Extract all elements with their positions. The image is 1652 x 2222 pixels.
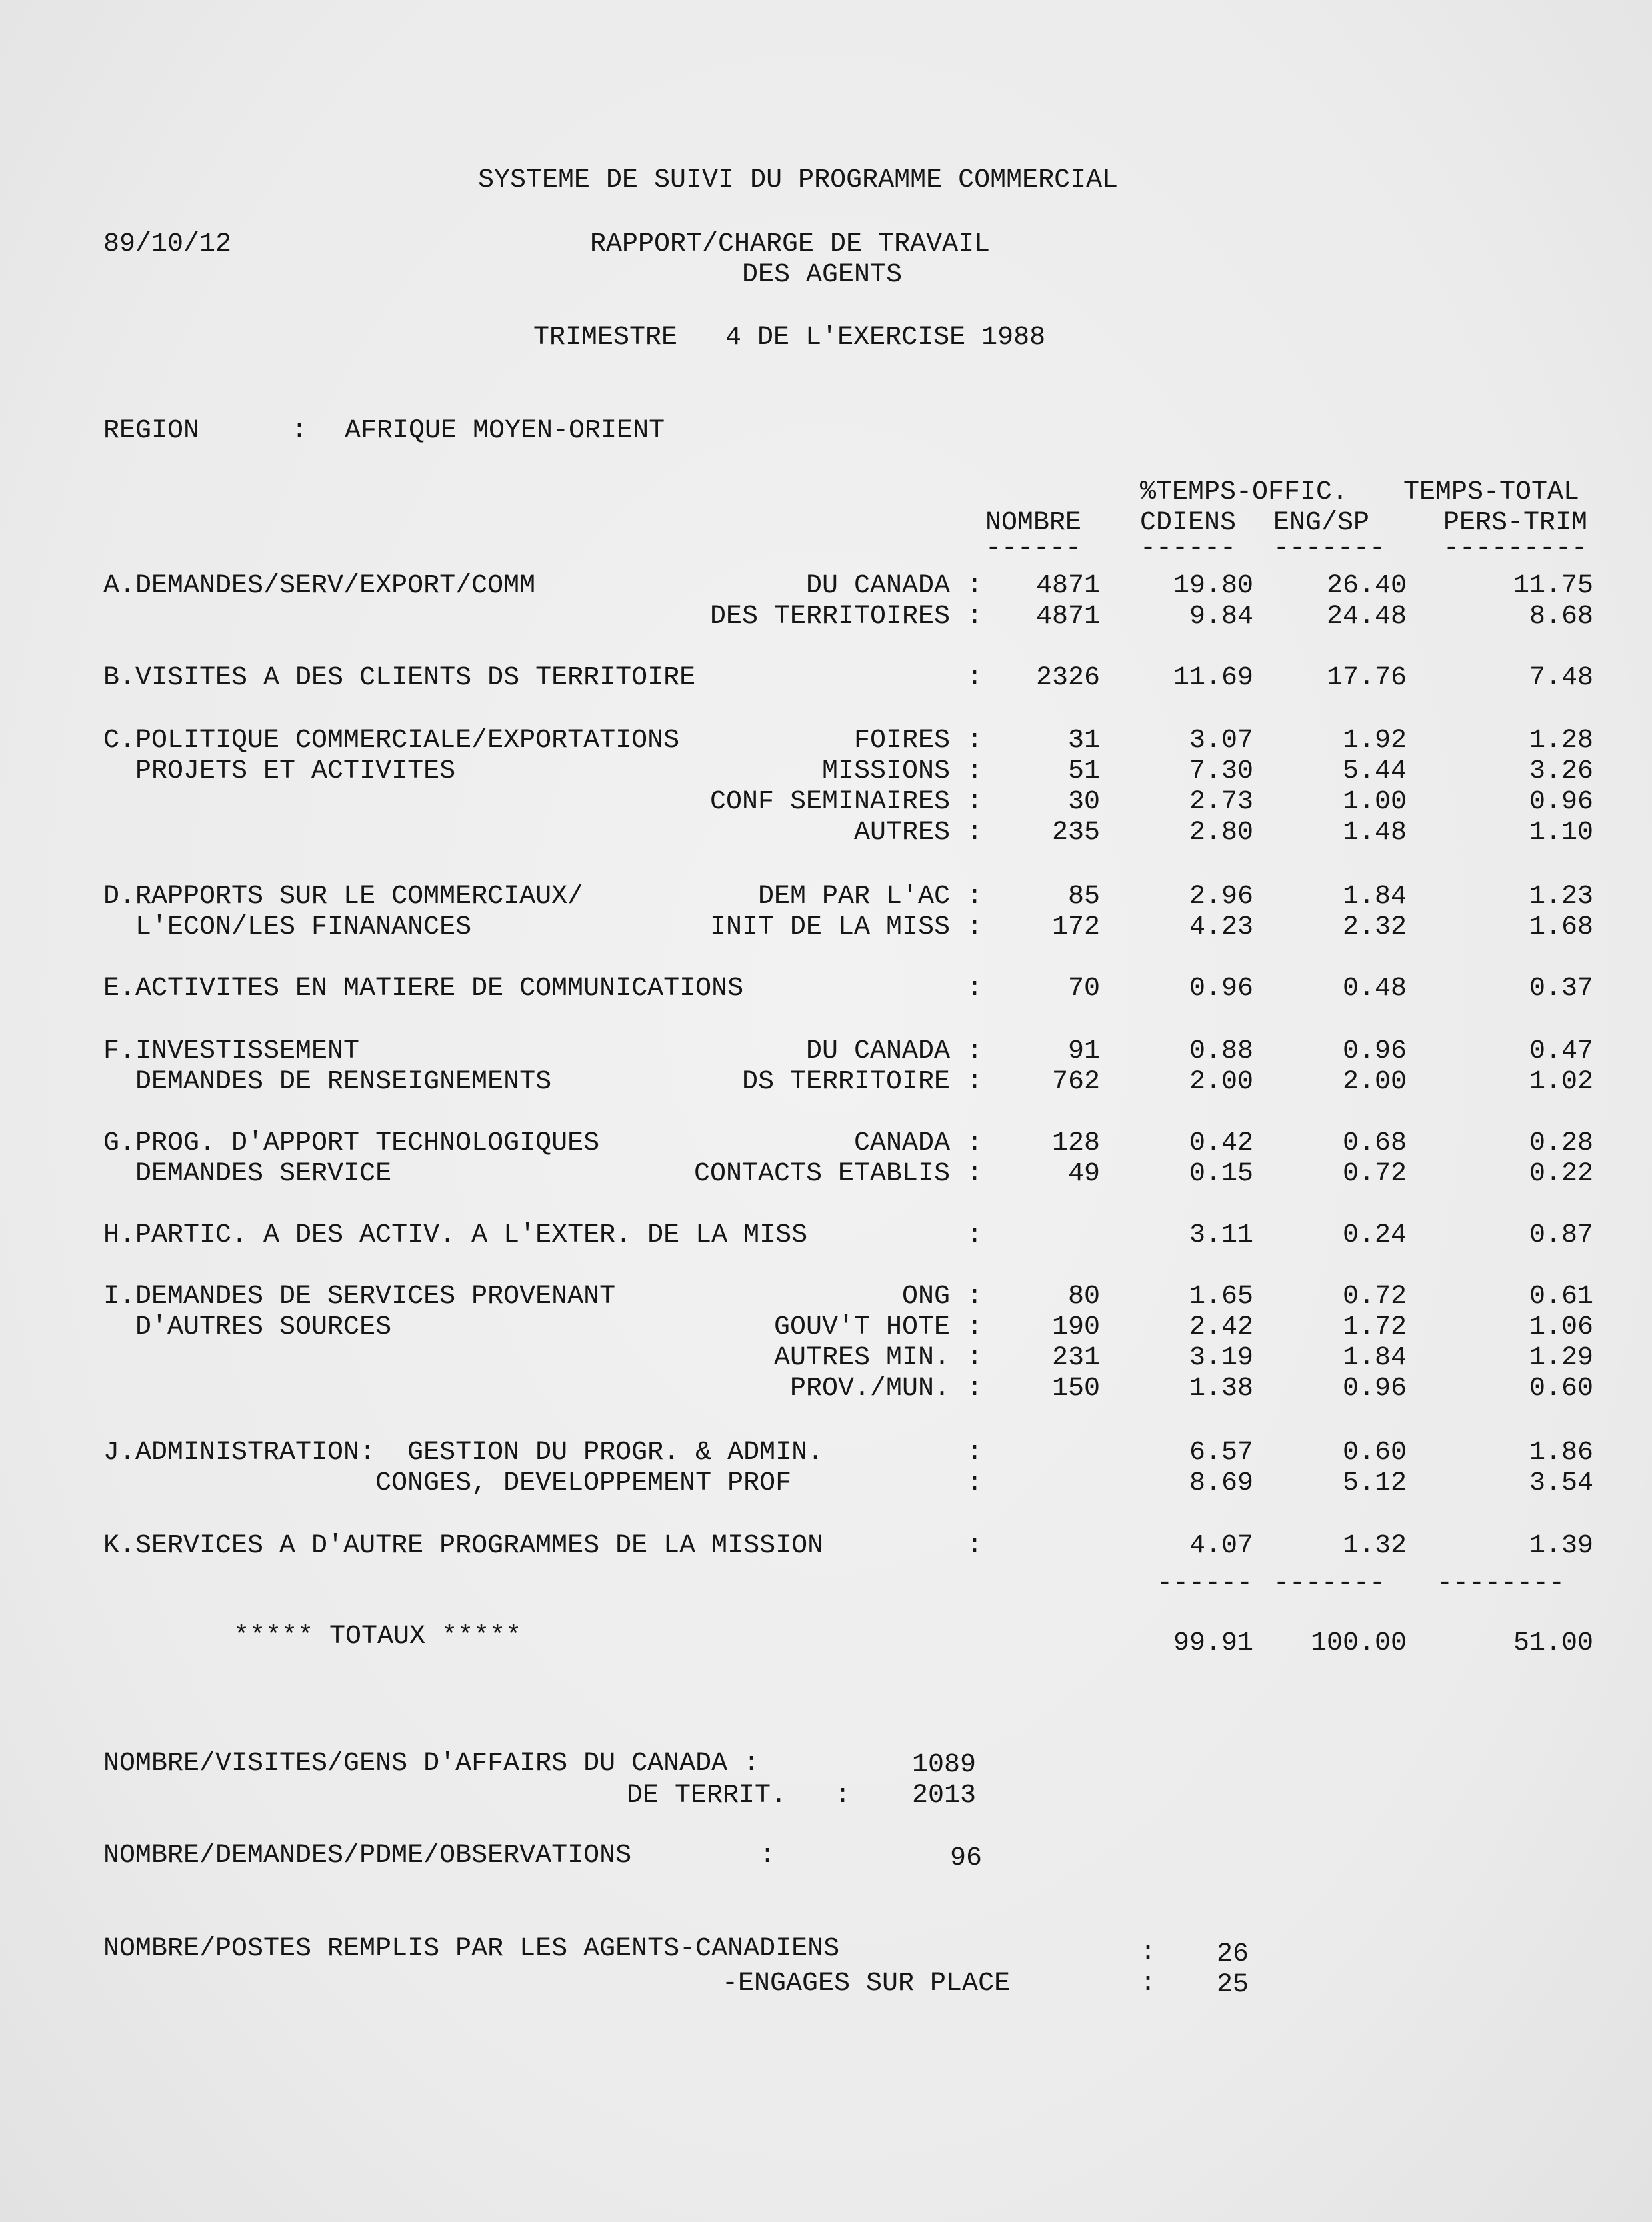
cell-cdiens: 3.11 — [1189, 1220, 1253, 1250]
row-label: B.VISITES A DES CLIENTS DS TERRITOIRE — [103, 663, 696, 693]
cell-engsp: 26.40 — [1326, 571, 1407, 601]
cell-nombre: 4871 — [1035, 571, 1100, 601]
demandes-value: 96 — [950, 1843, 983, 1873]
cell-engsp: 0.72 — [1342, 1159, 1407, 1189]
postes-colon-1: : — [1140, 1938, 1157, 1968]
cell-perstrim: 1.10 — [1529, 818, 1593, 848]
cell-cdiens: 2.96 — [1189, 882, 1253, 912]
postes-canadiens-value: 26 — [1217, 1939, 1249, 1969]
cell-nombre: 70 — [1067, 974, 1100, 1004]
cell-nombre: 91 — [1067, 1036, 1100, 1066]
cell-nombre: 762 — [1051, 1067, 1100, 1097]
cell-perstrim: 8.68 — [1529, 602, 1593, 632]
cell-cdiens: 1.65 — [1189, 1282, 1253, 1312]
row-colon: : — [967, 974, 983, 1004]
row-colon: : — [967, 663, 983, 693]
total-cdiens: 99.91 — [1173, 1628, 1253, 1658]
cell-nombre: 150 — [1051, 1374, 1100, 1404]
row-label: A.DEMANDES/SERV/EXPORT/COMM — [103, 571, 536, 601]
cell-cdiens: 2.42 — [1189, 1312, 1253, 1342]
system-title: SYSTEME DE SUIVI DU PROGRAMME COMMERCIAL — [478, 165, 1119, 195]
cell-engsp: 5.44 — [1342, 756, 1407, 786]
cell-engsp: 1.84 — [1342, 882, 1407, 912]
row-label: K.SERVICES A D'AUTRE PROGRAMMES DE LA MISSION — [103, 1531, 824, 1561]
row-colon: : — [967, 787, 983, 817]
col-header-temps-total: TEMPS-TOTAL — [1403, 477, 1580, 507]
cell-nombre: 51 — [1067, 756, 1100, 786]
row-colon: : — [967, 1374, 983, 1404]
cell-cdiens: 3.07 — [1189, 726, 1253, 756]
cell-engsp: 0.96 — [1342, 1374, 1407, 1404]
cell-engsp: 0.60 — [1342, 1438, 1407, 1468]
row-sublabel: MISSIONS — [821, 756, 950, 786]
col-header-perstrim: PERS-TRIM — [1443, 508, 1588, 538]
totals-underline-engsp: ------- — [1273, 1568, 1386, 1598]
cell-perstrim: 0.96 — [1529, 787, 1593, 817]
row-colon: : — [967, 1312, 983, 1342]
cell-engsp: 1.84 — [1342, 1343, 1407, 1373]
row-label: G.PROG. D'APPORT TECHNOLOGIQUES — [103, 1128, 600, 1158]
cell-nombre: 30 — [1067, 787, 1100, 817]
totals-underline-perstrim: -------- — [1437, 1568, 1565, 1598]
cell-perstrim: 1.06 — [1529, 1312, 1593, 1342]
row-label: C.POLITIQUE COMMERCIALE/EXPORTATIONS — [103, 726, 680, 756]
row-sublabel: GOUV'T HOTE — [773, 1312, 950, 1342]
cell-engsp: 2.32 — [1342, 912, 1407, 942]
demandes-label: NOMBRE/DEMANDES/PDME/OBSERVATIONS : — [103, 1841, 776, 1871]
row-label: L'ECON/LES FINANANCES — [103, 912, 472, 942]
row-colon: : — [967, 1159, 983, 1189]
total-engsp: 100.00 — [1310, 1628, 1407, 1658]
cell-perstrim: 0.47 — [1529, 1036, 1593, 1066]
cell-perstrim: 3.26 — [1529, 756, 1593, 786]
row-label: DEMANDES SERVICE — [103, 1159, 392, 1189]
cell-engsp: 17.76 — [1326, 663, 1407, 693]
row-sublabel: PROV./MUN. — [789, 1374, 950, 1404]
cell-engsp: 0.48 — [1342, 974, 1407, 1004]
cell-perstrim: 1.68 — [1529, 912, 1593, 942]
row-sublabel: CANADA — [853, 1128, 950, 1158]
cell-engsp: 1.92 — [1342, 726, 1407, 756]
total-perstrim: 51.00 — [1513, 1628, 1593, 1658]
row-label: H.PARTIC. A DES ACTIV. A L'EXTER. DE LA MISS — [103, 1220, 808, 1250]
row-colon: : — [967, 602, 983, 632]
col-underline-cdiens: ------ — [1140, 533, 1237, 564]
row-label: D.RAPPORTS SUR LE COMMERCIAUX/ — [103, 882, 584, 912]
cell-nombre: 80 — [1067, 1282, 1100, 1312]
cell-nombre: 128 — [1051, 1128, 1100, 1158]
engages-label: -ENGAGES SUR PLACE — [722, 1969, 1011, 1999]
cell-engsp: 5.12 — [1342, 1468, 1407, 1498]
row-colon: : — [967, 571, 983, 601]
row-sublabel: DU CANADA — [805, 1036, 950, 1066]
row-colon: : — [967, 1468, 983, 1498]
postes-engages-value: 25 — [1217, 1970, 1249, 2000]
row-sublabel: DS TERRITOIRE — [741, 1067, 950, 1097]
cell-cdiens: 7.30 — [1189, 756, 1253, 786]
cell-nombre: 31 — [1067, 726, 1100, 756]
row-colon: : — [967, 882, 983, 912]
region-label: REGION — [103, 416, 200, 446]
cell-cdiens: 0.15 — [1189, 1159, 1253, 1189]
row-colon: : — [967, 1220, 983, 1250]
cell-cdiens: 2.80 — [1189, 818, 1253, 848]
row-label: DEMANDES DE RENSEIGNEMENTS — [103, 1067, 552, 1097]
cell-cdiens: 0.96 — [1189, 974, 1253, 1004]
cell-cdiens: 11.69 — [1173, 663, 1253, 693]
cell-perstrim: 7.48 — [1529, 663, 1593, 693]
row-colon: : — [967, 1343, 983, 1373]
col-header-pct-temps-offic: %TEMPS-OFFIC. — [1140, 477, 1349, 507]
cell-engsp: 0.24 — [1342, 1220, 1407, 1250]
cell-engsp: 1.72 — [1342, 1312, 1407, 1342]
cell-perstrim: 1.02 — [1529, 1067, 1593, 1097]
row-sublabel: CONTACTS ETABLIS — [693, 1159, 950, 1189]
visites-canada-label: NOMBRE/VISITES/GENS D'AFFAIRS DU CANADA : — [103, 1749, 760, 1779]
cell-perstrim: 1.28 — [1529, 726, 1593, 756]
totals-underline-cdiens: ------ — [1157, 1568, 1253, 1598]
postes-colon-2: : — [1140, 1969, 1157, 1999]
cell-nombre: 231 — [1051, 1343, 1100, 1373]
row-label: D'AUTRES SOURCES — [103, 1312, 392, 1342]
cell-perstrim: 0.61 — [1529, 1282, 1593, 1312]
cell-perstrim: 0.28 — [1529, 1128, 1593, 1158]
col-header-cdiens: CDIENS — [1140, 508, 1237, 538]
row-colon: : — [967, 1128, 983, 1158]
cell-perstrim: 3.54 — [1529, 1468, 1593, 1498]
cell-nombre: 172 — [1051, 912, 1100, 942]
cell-perstrim: 1.86 — [1529, 1438, 1593, 1468]
cell-nombre: 49 — [1067, 1159, 1100, 1189]
row-label: PROJETS ET ACTIVITES — [103, 756, 456, 786]
cell-cdiens: 0.88 — [1189, 1036, 1253, 1066]
cell-nombre: 85 — [1067, 882, 1100, 912]
cell-nombre: 2326 — [1035, 663, 1100, 693]
cell-perstrim: 0.60 — [1529, 1374, 1593, 1404]
totals-label: ***** TOTAUX ***** — [233, 1622, 522, 1652]
row-colon: : — [967, 1282, 983, 1312]
cell-engsp: 1.48 — [1342, 818, 1407, 848]
region-value: AFRIQUE MOYEN-ORIENT — [345, 416, 665, 446]
row-sublabel: AUTRES — [853, 818, 950, 848]
cell-perstrim: 1.29 — [1529, 1343, 1593, 1373]
row-sublabel: INIT DE LA MISS — [709, 912, 950, 942]
cell-engsp: 24.48 — [1326, 602, 1407, 632]
cell-cdiens: 4.07 — [1189, 1531, 1253, 1561]
row-label: F.INVESTISSEMENT — [103, 1036, 360, 1066]
cell-perstrim: 0.22 — [1529, 1159, 1593, 1189]
row-colon: : — [967, 818, 983, 848]
cell-cdiens: 6.57 — [1189, 1438, 1253, 1468]
cell-engsp: 0.96 — [1342, 1036, 1407, 1066]
cell-cdiens: 0.42 — [1189, 1128, 1253, 1158]
cell-perstrim: 11.75 — [1513, 571, 1593, 601]
row-colon: : — [967, 912, 983, 942]
row-sublabel: DU CANADA — [805, 571, 950, 601]
row-sublabel: ONG — [901, 1282, 950, 1312]
row-colon: : — [967, 756, 983, 786]
report-title-line-2: DES AGENTS — [742, 260, 903, 290]
visites-territ-label: DE TERRIT. : — [627, 1781, 851, 1811]
row-colon: : — [967, 726, 983, 756]
cell-cdiens: 2.73 — [1189, 787, 1253, 817]
row-label: E.ACTIVITES EN MATIERE DE COMMUNICATIONS — [103, 974, 744, 1004]
row-colon: : — [967, 1036, 983, 1066]
row-colon: : — [967, 1531, 983, 1561]
col-header-engsp: ENG/SP — [1273, 508, 1370, 538]
cell-nombre: 190 — [1051, 1312, 1100, 1342]
row-label: I.DEMANDES DE SERVICES PROVENANT — [103, 1282, 616, 1312]
cell-engsp: 0.68 — [1342, 1128, 1407, 1158]
visites-territ-value: 2013 — [912, 1781, 977, 1811]
cell-cdiens: 8.69 — [1189, 1468, 1253, 1498]
col-header-nombre: NOMBRE — [985, 508, 1082, 538]
visites-canada-value: 1089 — [912, 1750, 977, 1780]
cell-cdiens: 19.80 — [1173, 571, 1253, 601]
cell-perstrim: 1.23 — [1529, 882, 1593, 912]
cell-perstrim: 1.39 — [1529, 1531, 1593, 1561]
cell-engsp: 2.00 — [1342, 1067, 1407, 1097]
col-underline-perstrim: --------- — [1443, 533, 1588, 564]
row-sublabel: AUTRES MIN. — [773, 1343, 950, 1373]
cell-cdiens: 3.19 — [1189, 1343, 1253, 1373]
cell-cdiens: 4.23 — [1189, 912, 1253, 942]
postes-label: NOMBRE/POSTES REMPLIS PAR LES AGENTS-CANADIENS — [103, 1934, 840, 1964]
row-sublabel: FOIRES — [853, 726, 950, 756]
cell-nombre: 4871 — [1035, 602, 1100, 632]
report-date: 89/10/12 — [103, 229, 232, 259]
cell-cdiens: 1.38 — [1189, 1374, 1253, 1404]
row-label: CONGES, DEVELOPPEMENT PROF — [103, 1468, 792, 1498]
cell-nombre: 235 — [1051, 818, 1100, 848]
cell-engsp: 0.72 — [1342, 1282, 1407, 1312]
report-title-line-1: RAPPORT/CHARGE DE TRAVAIL — [590, 229, 991, 259]
cell-perstrim: 0.87 — [1529, 1220, 1593, 1250]
cell-perstrim: 0.37 — [1529, 974, 1593, 1004]
report-period: TRIMESTRE 4 DE L'EXERCISE 1988 — [533, 323, 1046, 353]
cell-cdiens: 2.00 — [1189, 1067, 1253, 1097]
row-label: J.ADMINISTRATION: GESTION DU PROGR. & ADMIN. — [103, 1438, 824, 1468]
region-separator: : — [291, 416, 308, 446]
col-underline-nombre: ------ — [985, 533, 1082, 564]
cell-engsp: 1.32 — [1342, 1531, 1407, 1561]
row-colon: : — [967, 1438, 983, 1468]
row-sublabel: DEM PAR L'AC — [757, 882, 950, 912]
cell-engsp: 1.00 — [1342, 787, 1407, 817]
row-colon: : — [967, 1067, 983, 1097]
cell-cdiens: 9.84 — [1189, 602, 1253, 632]
col-underline-engsp: ------- — [1273, 533, 1386, 564]
row-sublabel: CONF SEMINAIRES — [709, 787, 950, 817]
row-sublabel: DES TERRITOIRES — [709, 602, 950, 632]
